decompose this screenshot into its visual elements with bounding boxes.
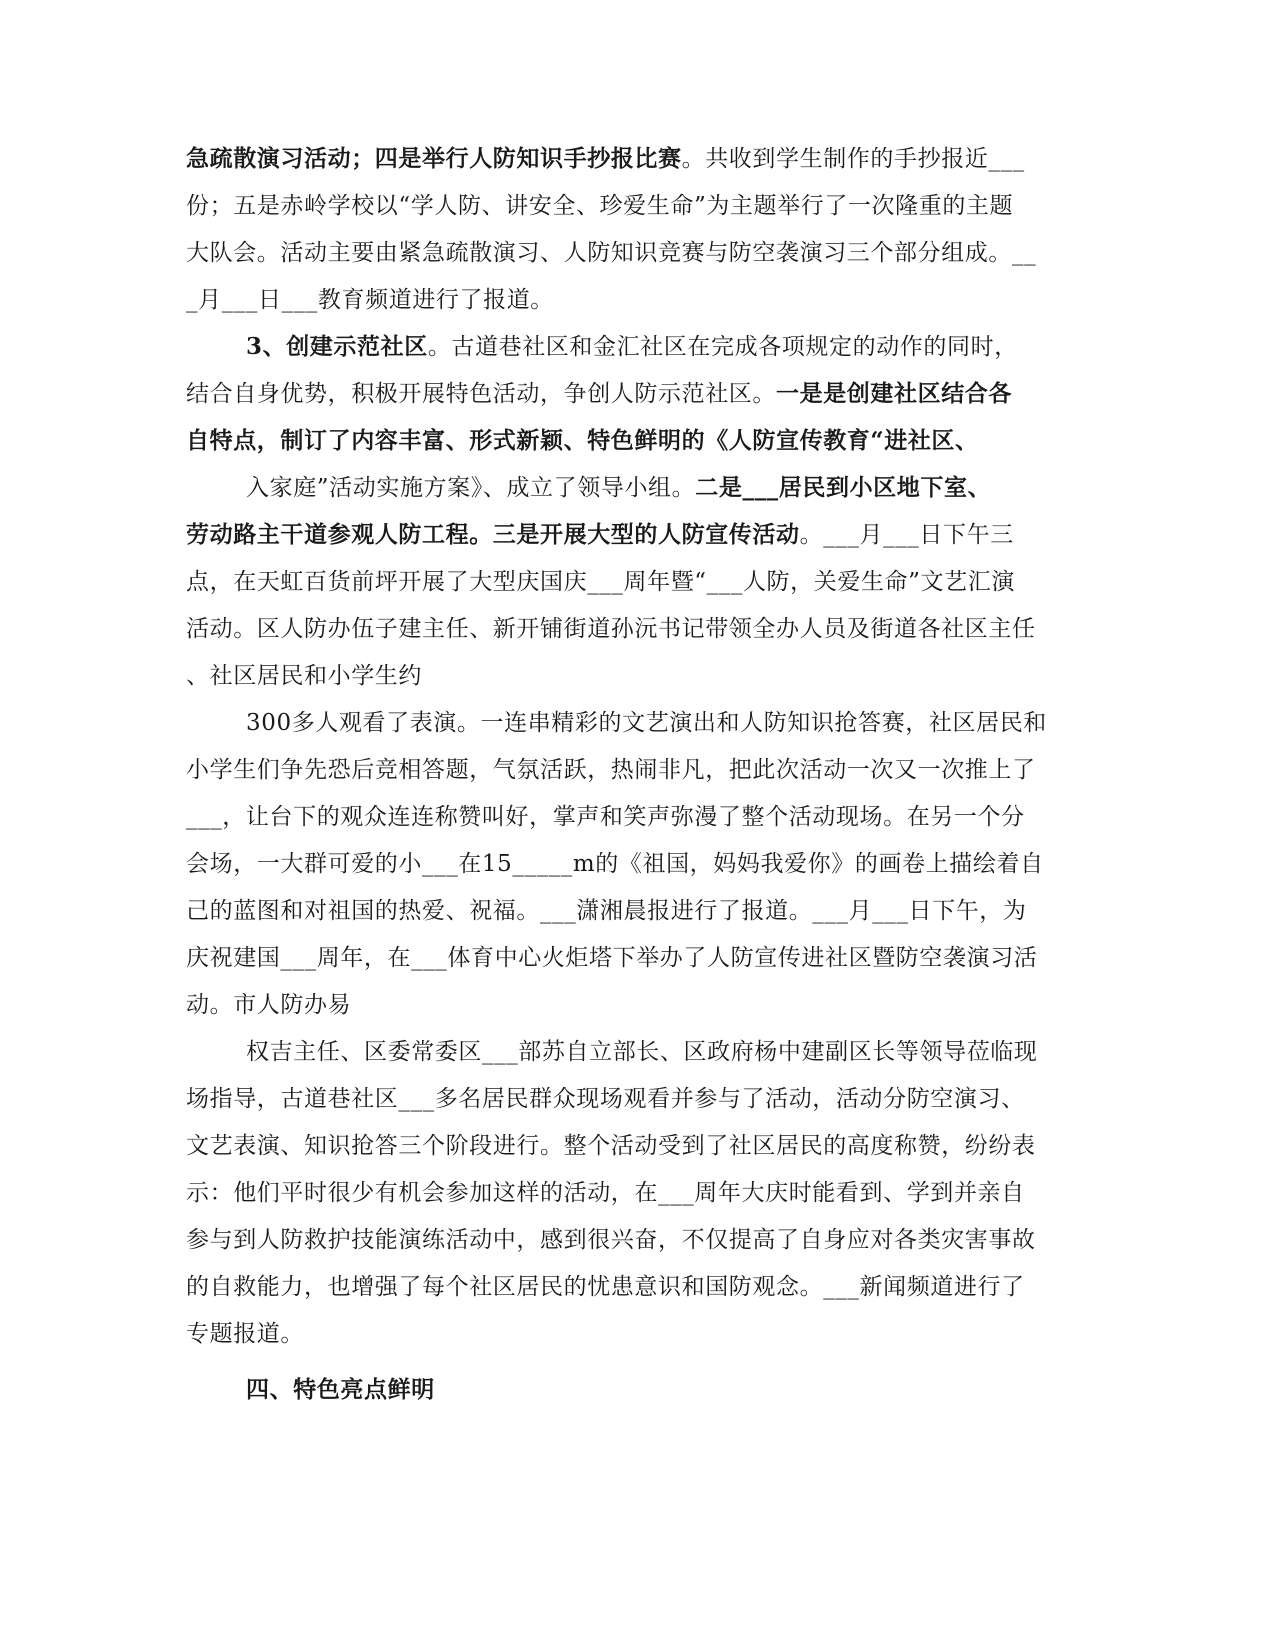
text-line: 小学生们争先恐后竞相答题，气氛活跃，热闹非凡，把此次活动一次又一次推上了 — [186, 757, 1036, 783]
bold-text: 劳动路主干道参观人防工程。三是开展大型的人防宣传活动 — [186, 521, 800, 548]
text-line: 权吉主任、区委常委区___部苏自立部长、区政府杨中建副区长等领导莅临现 — [246, 1039, 1038, 1065]
text-line: 己的蓝图和对祖国的热爱、祝福。___潇湘晨报进行了报道。___月___日下午，为 — [186, 898, 1027, 924]
text-line — [186, 519, 1086, 551]
text-line: 文艺表演、知识抢答三个阶段进行。整个活动受到了社区居民的高度称赞，纷纷表 — [186, 1133, 1036, 1159]
text-line: 份；五是赤岭学校以“学人防、讲安全、珍爱生命”为主题举行了一次隆重的主题 — [186, 193, 1014, 219]
text-line: 场指导，古道巷社区___多名居民群众现场观看并参与了活动，活动分防空演习、 — [186, 1086, 1025, 1112]
text-line: ___，让台下的观众连连称赞叫好，掌声和笑声弥漫了整个活动现场。在另一个分 — [186, 804, 1025, 830]
text-line: 参与到人防救护技能演练活动中，感到很兴奋，不仅提高了自身应对各类灾害事故 — [186, 1227, 1036, 1253]
text-line: 自特点，制订了内容丰富、形式新颖、特色鲜明的《人防宣传教育“进社区、 — [186, 427, 979, 454]
text-span: 。共收到学生制作的手抄报近___ — [681, 146, 1025, 172]
text-span: 入家庭”活动实施方案》、成立了领导小组。 — [246, 475, 696, 501]
text-line — [246, 331, 1146, 363]
bold-text: 3、创建示范社区 — [246, 333, 428, 360]
text-line: 示：他们平时很少有机会参加这样的活动，在___周年大庆时能看到、学到并亲自 — [186, 1180, 1025, 1206]
text-line: _月___日___教育频道进行了报道。 — [186, 287, 554, 313]
text-line: 的自救能力，也增强了每个社区居民的忧患意识和国防观念。___新闻频道进行了 — [186, 1274, 1025, 1300]
text-line: 动。市人防办易 — [186, 992, 352, 1018]
text-line: 活动。区人防办伍子建主任、新开铺街道孙沅书记带领全办人员及街道各社区主任 — [186, 616, 1036, 642]
text-line: 大队会。活动主要由紧急疏散演习、人防知识竞赛与防空袭演习三个部分组成。__ — [186, 240, 1037, 266]
text-line — [246, 472, 1146, 504]
bold-text: 二是___居民到小区地下室、 — [695, 474, 992, 501]
bold-text: 急疏散演习活动；四是举行人防知识手抄报比赛 — [186, 145, 682, 172]
bold-text: 一是是创建社区结合各 — [776, 380, 1012, 407]
section-heading: 四、特色亮点鲜明 — [246, 1376, 435, 1403]
text-line: 会场，一大群可爱的小___在15_____m的《祖国，妈妈我爱你》的画卷上描绘着自 — [186, 851, 1044, 877]
text-line: 、社区居民和小学生约 — [186, 663, 422, 689]
text-line: 专题报道。 — [186, 1321, 304, 1347]
text-line — [186, 143, 1086, 175]
text-span: 结合自身优势，积极开展特色活动，争创人防示范社区。 — [186, 381, 776, 407]
text-span: 。___月___日下午三 — [799, 522, 1014, 548]
text-line — [186, 378, 1086, 410]
text-line: 点，在天虹百货前坪开展了大型庆国庆___周年暨“___人防，关爱生命”文艺汇演 — [186, 569, 1015, 595]
text-line: 庆祝建国___周年，在___体育中心火炬塔下举办了人防宣传进社区暨防空袭演习活 — [186, 945, 1038, 971]
text-line: 300多人观看了表演。一连串精彩的文艺演出和人防知识抢答赛，社区居民和 — [246, 710, 1047, 736]
text-span: 。古道巷社区和金汇社区在完成各项规定的动作的同时， — [427, 334, 1018, 360]
